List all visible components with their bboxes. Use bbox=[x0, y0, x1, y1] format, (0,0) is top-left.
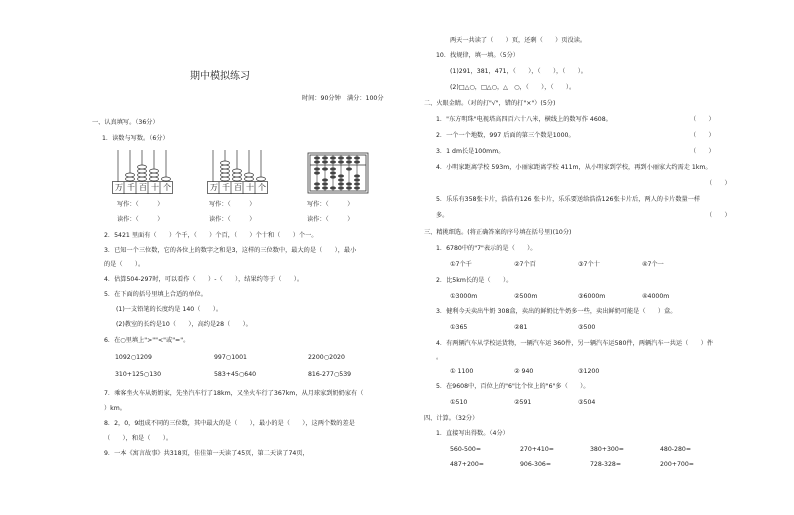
abacus-2-label-wan: 万 bbox=[210, 183, 218, 192]
choice-4-option-1: ① 1100 bbox=[450, 368, 474, 375]
question-4: 4．估算504-297时，可以看作（ ）-（ ），结果约等于（ ）。 bbox=[104, 276, 304, 283]
choice-5-option-3: ③504 bbox=[578, 399, 596, 406]
abacus-3 bbox=[307, 152, 369, 194]
choice-1-option-1: ①7个千 bbox=[450, 261, 472, 268]
choice-1-option-4: ④7个一 bbox=[642, 261, 664, 268]
choice-4-option-3: ③1200 bbox=[578, 368, 600, 375]
question-5-part-2: (2)教室的长约是10（ ），高约是28（ ）。 bbox=[116, 321, 252, 328]
abacus-2-write: 写作：（ ） bbox=[209, 201, 256, 208]
calc-item-1: 560-500= bbox=[450, 446, 482, 453]
compare-1: 1092○1209 bbox=[115, 354, 152, 361]
compare-2: 997○1001 bbox=[214, 354, 247, 361]
judge-5-answer: （ ） bbox=[706, 212, 731, 219]
judge-3-answer: （ ） bbox=[690, 148, 715, 155]
choice-1-option-2: ②7个百 bbox=[514, 261, 536, 268]
question-5-part-1: (1)一支铅笔的长度约是 140（ ）。 bbox=[116, 306, 223, 313]
calc-item-8: 200+700= bbox=[660, 461, 694, 468]
choice-1-option-3: ③7个十 bbox=[578, 261, 600, 268]
calc-item-3: 380+300= bbox=[590, 446, 624, 453]
section-3-heading: 三、精挑细选。(将正确答案的序号填在括号里)(10分) bbox=[424, 229, 572, 236]
question-6: 6．在○里填上">""<"或"="。 bbox=[104, 337, 190, 344]
abacus-1-label-shi: 十 bbox=[151, 183, 159, 192]
choice-4-option-2: ② 940 bbox=[514, 368, 534, 375]
abacus-1-label-qian: 千 bbox=[127, 183, 135, 192]
judge-4: 4．小明家距离学校 593m，小丽家距离学校 411m，从小明家到学校，再到小丽家大约需走 1km。 bbox=[436, 164, 712, 171]
question-10-part-2: (2)□△○，□△○，△ ○，（ ），（ ）。 bbox=[450, 84, 576, 91]
abacus-1-read: 读作：（ ） bbox=[117, 216, 164, 223]
question-7-line-1: 7．乘客坐火车从奶奶家，先坐汽车行了18km，又坐火车行了367km，从月球家到奶奶家有（ bbox=[104, 390, 364, 397]
choice-4-line-1: 4．有两辆汽车从学校运货物，一辆汽车运 360件，另一辆汽车运580件，两辆汽车一共运（ ）件 bbox=[436, 340, 714, 347]
choice-5-option-1: ①510 bbox=[450, 399, 468, 406]
page-title: 期中模拟练习 bbox=[190, 71, 250, 82]
abacus-2-label-qian: 千 bbox=[222, 183, 230, 192]
abacus-1-label-ge: 个 bbox=[163, 183, 171, 192]
judge-5-line-2: 多。 bbox=[436, 212, 449, 219]
abacus-1-label-wan: 万 bbox=[115, 183, 128, 192]
choice-2-option-3: ③6000m bbox=[578, 293, 606, 300]
choice-4-line-2: 。 bbox=[436, 354, 443, 361]
choice-1: 1．6780中的"7"表示的是（ ）。 bbox=[436, 245, 537, 252]
exam-info: 时间：90分钟 满分：100分 bbox=[302, 95, 384, 102]
section-2-heading: 二、火眼金睛。（对的打"√"，错的打"×"）(5分) bbox=[424, 100, 556, 107]
choice-3-option-1: ①365 bbox=[450, 324, 468, 331]
section-1-heading: 一、认真填写。（36分） bbox=[92, 119, 159, 126]
judge-3: 3．1 dm长是100mm。 bbox=[436, 148, 505, 155]
abacus-2-read: 读作：（ ） bbox=[209, 216, 256, 223]
calc-item-7: 728-328= bbox=[590, 461, 622, 468]
question-3-line-1: 3．已知一个三位数，它的各位上的数字之和是3，这样的三位数中，最大的是（ ），最小 bbox=[104, 247, 357, 254]
judge-1-answer: （ ） bbox=[690, 116, 715, 123]
question-8-line-2: （ ），和是（ ）。 bbox=[104, 435, 173, 442]
question-8-line-1: 8．2，0，9组成不同的三位数，其中最大的是（ ），最小的是（ ），这两个数的差是 bbox=[104, 420, 355, 427]
choice-5-option-2: ②591 bbox=[514, 399, 532, 406]
choice-2: 2．比5km长的是（ ）。 bbox=[436, 277, 513, 284]
compare-3: 2200○2020 bbox=[308, 354, 345, 361]
calc-1: 1．直接写出得数。（4分） bbox=[436, 430, 509, 437]
question-1: 1．读数与写数。（6分） bbox=[102, 135, 169, 142]
abacus-1-write: 写作：（ ） bbox=[117, 201, 164, 208]
calc-item-4: 480-280= bbox=[660, 446, 692, 453]
choice-2-option-4: ④4000m bbox=[642, 293, 670, 300]
judge-2: 2．一个一个地数，997 后面的第三个数是1000。 bbox=[436, 132, 575, 139]
question-5: 5．在下面的括号里填上合适的单位。 bbox=[104, 291, 207, 298]
choice-2-option-1: ①3000m bbox=[450, 293, 478, 300]
question-10: 10．找规律，填一填。（5分） bbox=[436, 52, 519, 59]
question-9: 9．一本《寓言故事》共318页，佳佳第一天读了45页，第二天读了74页， bbox=[104, 450, 309, 457]
choice-2-option-2: ②500m bbox=[514, 293, 538, 300]
calc-item-5: 487+200= bbox=[450, 461, 484, 468]
question-2: 2．5421 里面有（ ）个千，（ ）个百，（ ）个十和（ ）个一。 bbox=[104, 232, 318, 239]
judge-4-answer: （ ） bbox=[706, 180, 731, 187]
question-3-line-2: 的是（ ）。 bbox=[104, 261, 145, 268]
abacus-2-label-ge: 个 bbox=[258, 183, 266, 192]
calc-item-6: 906-306= bbox=[520, 461, 552, 468]
judge-1: 1．"东方明珠"电视塔高四百六十八米，横线上的数写作 4608。 bbox=[436, 116, 612, 123]
compare-5: 583+45○640 bbox=[214, 371, 257, 378]
compare-6: 816-277○539 bbox=[308, 371, 352, 378]
abacus-1-label-bai: 百 bbox=[139, 183, 147, 192]
calc-item-2: 270+410= bbox=[520, 446, 554, 453]
section-4-heading: 四、计算。（32分） bbox=[424, 415, 479, 422]
choice-3-option-2: ②81 bbox=[514, 324, 528, 331]
compare-4: 310+125○130 bbox=[115, 371, 162, 378]
question-10-part-1: (1)291，381，471，（ ），（ ），（ ）。 bbox=[450, 68, 587, 75]
abacus-3-read: 读作：（ ） bbox=[307, 216, 354, 223]
judge-2-answer: （ ） bbox=[690, 132, 715, 139]
abacus-3-write: 写作：（ ） bbox=[307, 201, 354, 208]
choice-5: 5．在9608中，百位上的"6"比个位上的"6"多（ ）。 bbox=[436, 383, 590, 390]
choice-3-option-3: ③500 bbox=[578, 324, 596, 331]
question-9-continued: 两天一共读了（ ）页，还剩（ ）页没读。 bbox=[450, 37, 587, 44]
judge-5-line-1: 5．乐乐有358张卡片，浩浩有126 张卡片，乐乐要送给浩浩126张卡片后，两人的卡片数量一样 bbox=[436, 196, 701, 203]
question-7-line-2: ）km。 bbox=[104, 405, 126, 412]
abacus-2-label-shi: 十 bbox=[246, 183, 254, 192]
abacus-2-label-bai: 百 bbox=[234, 183, 242, 192]
choice-3: 3．健利今天卖出牛奶 308盒，卖出的鲜奶比牛奶多一些，卖出鲜奶可能是（ ）盒。 bbox=[436, 308, 677, 315]
